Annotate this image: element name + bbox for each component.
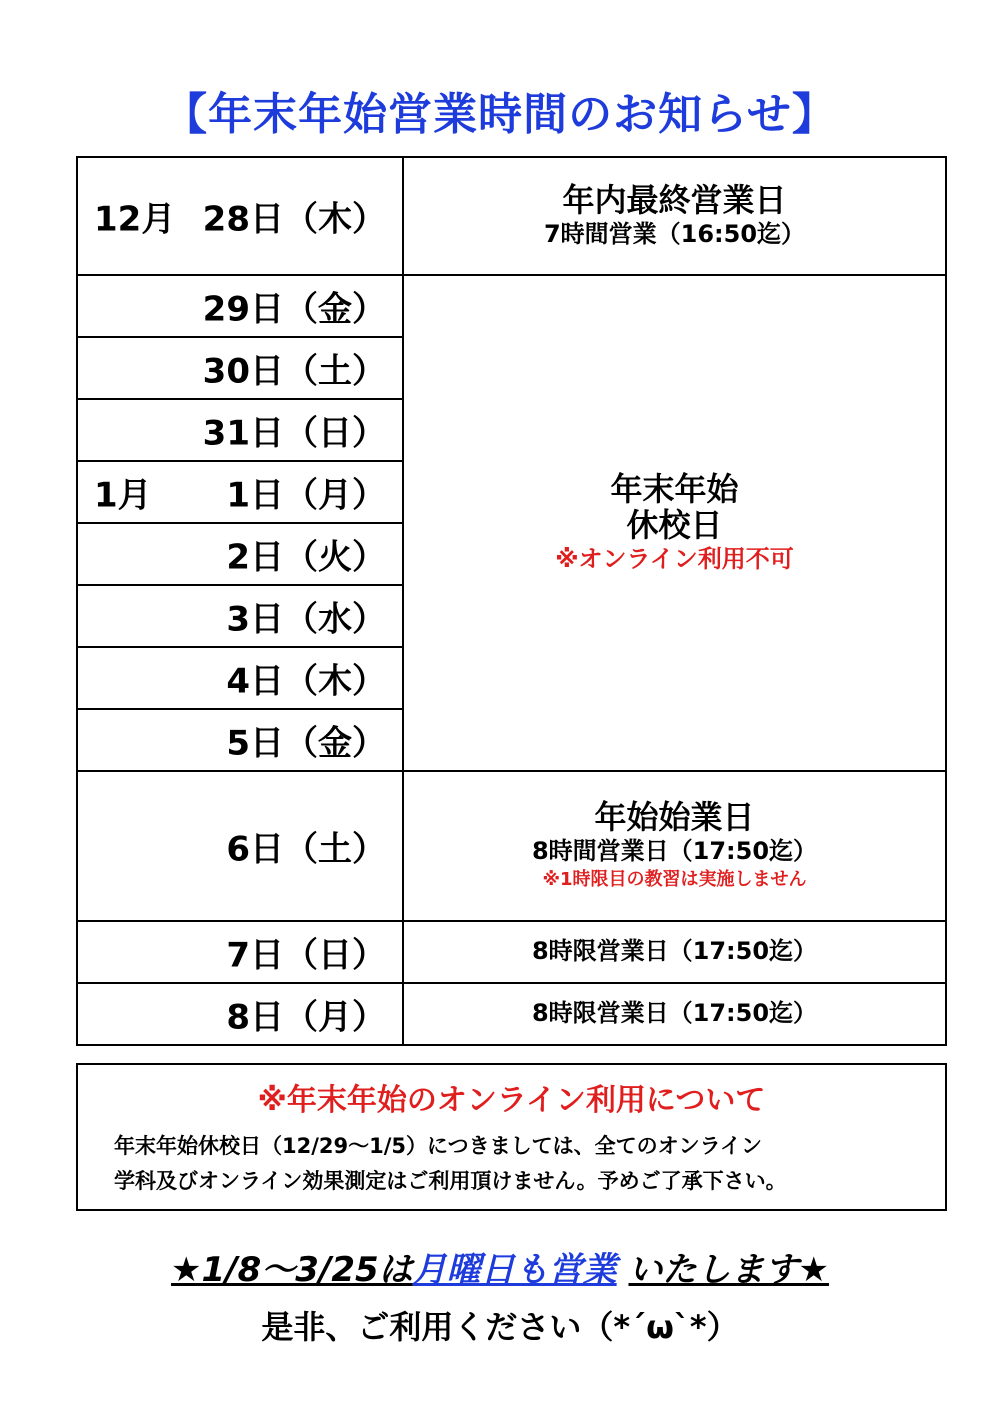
table-row bbox=[77, 921, 946, 983]
notice-body bbox=[114, 1129, 945, 1198]
date-cell bbox=[77, 585, 403, 647]
info-cell-holiday bbox=[403, 275, 946, 771]
notice-line: 年末年始休校日（12/29～1/5）につきましては、全てのオンライン bbox=[114, 1134, 762, 1158]
page-title: 【年末年始営業時間のお知らせ】 bbox=[163, 89, 837, 140]
date-cell bbox=[77, 647, 403, 709]
info-cell-last-day bbox=[403, 157, 946, 275]
promo-text-end: いたします★ bbox=[628, 1250, 829, 1290]
day8-hours: 8時限営業日（17:50迄） bbox=[531, 999, 818, 1028]
monday-open-banner bbox=[0, 1242, 1000, 1291]
table-row bbox=[77, 275, 946, 337]
online-notice-box bbox=[76, 1063, 947, 1211]
date-cell bbox=[77, 771, 403, 921]
day-label: 30日（土） bbox=[202, 351, 386, 392]
date-cell bbox=[77, 337, 403, 399]
notice-line: 学科及びオンライン効果測定はご利用頂けません。予めご了承下さい。 bbox=[114, 1168, 787, 1193]
day-label: 3日（水） bbox=[226, 599, 386, 640]
holiday-note: ※オンライン利用不可 bbox=[555, 545, 794, 574]
day-label: 6日（土） bbox=[226, 829, 386, 870]
day-label: 7日（日） bbox=[226, 935, 386, 976]
info-cell-first-day bbox=[403, 771, 946, 921]
first-day-hours: 8時間営業日（17:50迄） bbox=[531, 837, 818, 866]
closing-message: 是非、ご利用ください（*´ω`*） bbox=[261, 1308, 739, 1346]
date-cell bbox=[77, 461, 403, 523]
day-label: 5日（金） bbox=[226, 723, 386, 764]
date-cell bbox=[77, 921, 403, 983]
day-label: 2日（火） bbox=[226, 537, 386, 578]
day-label: 4日（木） bbox=[226, 661, 386, 702]
day-label: 8日（月） bbox=[226, 997, 386, 1038]
day-label: 29日（金） bbox=[202, 289, 386, 330]
day-label: 28日（木） bbox=[202, 199, 386, 240]
month-label: 1月 bbox=[94, 475, 152, 516]
holiday-line2: 休校日 bbox=[626, 506, 723, 545]
date-cell bbox=[77, 275, 403, 337]
day-label: 31日（日） bbox=[202, 413, 386, 454]
date-cell bbox=[77, 399, 403, 461]
date-cell bbox=[77, 709, 403, 771]
notice-title: ※年末年始のオンライン利用について bbox=[257, 1083, 766, 1118]
table-row bbox=[77, 157, 946, 275]
last-day-hours: 7時間営業（16:50迄） bbox=[543, 219, 806, 248]
last-day-title: 年内最終営業日 bbox=[562, 181, 787, 219]
info-cell-day7 bbox=[403, 921, 946, 983]
day-label: 1日（月） bbox=[226, 475, 386, 516]
month-label: 12月 bbox=[94, 199, 176, 240]
day7-hours: 8時限営業日（17:50迄） bbox=[531, 937, 818, 966]
holiday-line1: 年末年始 bbox=[610, 469, 739, 508]
date-cell bbox=[77, 983, 403, 1045]
table-row bbox=[77, 771, 946, 921]
info-cell-day8 bbox=[403, 983, 946, 1045]
first-day-title: 年始始業日 bbox=[594, 798, 755, 837]
first-day-note: ※1時限目の教習は実施しません bbox=[542, 869, 807, 891]
promo-highlight: 月曜日も営業 bbox=[412, 1250, 617, 1290]
promo-text-start: ★1/8～3/25は bbox=[171, 1250, 413, 1290]
date-cell bbox=[77, 157, 403, 275]
date-cell bbox=[77, 523, 403, 585]
table-row bbox=[77, 983, 946, 1045]
schedule-table bbox=[76, 156, 947, 1046]
